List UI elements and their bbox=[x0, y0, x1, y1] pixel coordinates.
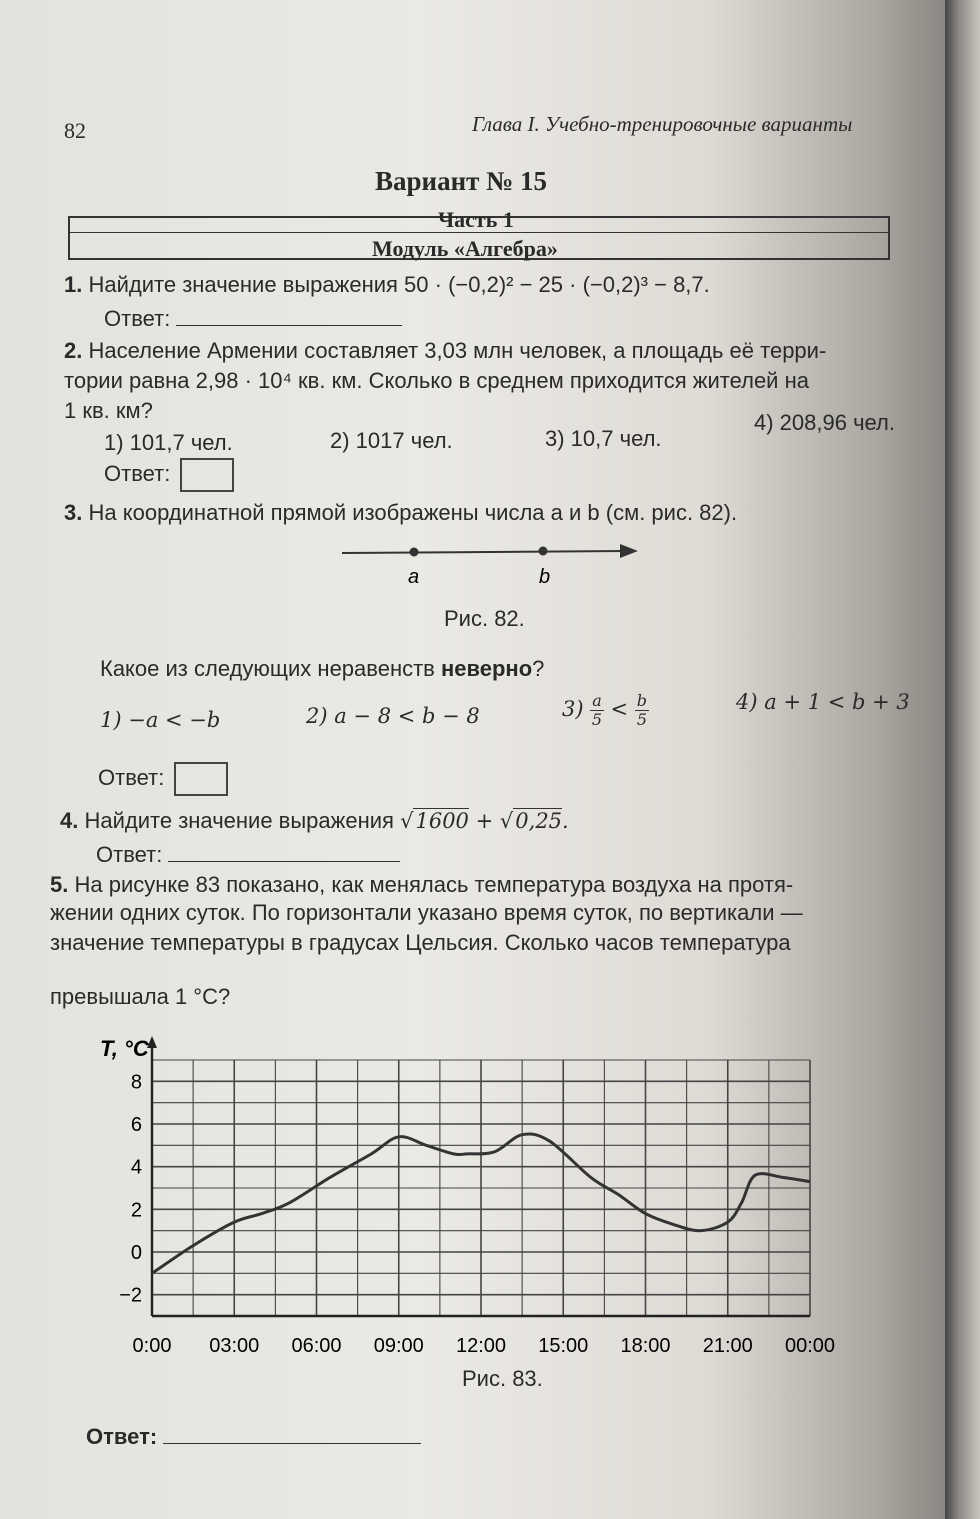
option-1: 1) 101,7 чел. bbox=[104, 430, 233, 455]
answer-label: Ответ: bbox=[86, 1424, 158, 1449]
question-3 bbox=[64, 500, 737, 526]
y-tick-label: −2 bbox=[119, 1284, 142, 1307]
temperature-chart bbox=[90, 1030, 850, 1390]
answer-label: Ответ: bbox=[96, 842, 163, 867]
question-number: 5. bbox=[50, 872, 69, 897]
option-4: 4) 208,96 чел. bbox=[754, 410, 895, 435]
answer-label: Ответ: bbox=[104, 460, 171, 486]
point-a-label: a bbox=[408, 566, 420, 588]
answer-label: Ответ: bbox=[98, 764, 165, 790]
answer-line[interactable] bbox=[168, 861, 400, 862]
numerator: b bbox=[636, 691, 648, 710]
answer-2 bbox=[104, 458, 234, 492]
page-number: 82 bbox=[64, 118, 86, 143]
denominator: 5 bbox=[591, 710, 603, 729]
x-tick-label: 12:00 bbox=[455, 1335, 507, 1357]
question-text-line: превышала 1 °C? bbox=[50, 984, 231, 1009]
point-a bbox=[410, 548, 419, 557]
less-than-sign: < bbox=[610, 697, 629, 721]
option-4: 4) a + 1 < b + 3 bbox=[736, 690, 910, 714]
question-3-prompt bbox=[100, 656, 544, 682]
question-number: 2. bbox=[64, 338, 83, 363]
question-text-line: жении одних суток. По горизонтали указано время суток, по вертикали — bbox=[50, 900, 803, 925]
question-text: Найдите значение выражения bbox=[84, 808, 394, 833]
next-page-edge bbox=[945, 0, 980, 1519]
question-text-line: значение температуры в градусах Цельсия. Сколько часов температура bbox=[50, 930, 791, 955]
x-tick-label: 15:00 bbox=[538, 1335, 589, 1357]
answer-4 bbox=[96, 842, 400, 868]
radicand-2: 0,25 bbox=[515, 809, 563, 833]
option-2: 2) a − 8 < b − 8 bbox=[306, 704, 480, 728]
fraction-a-5 bbox=[590, 692, 604, 729]
x-tick-label: 06:00 bbox=[291, 1335, 342, 1357]
answer-box[interactable] bbox=[174, 762, 228, 796]
question-number: 3. bbox=[64, 500, 83, 525]
arrow-head bbox=[620, 544, 638, 558]
answer-3 bbox=[98, 762, 228, 796]
question-2 bbox=[64, 338, 826, 364]
x-tick-label: 18:00 bbox=[620, 1335, 671, 1357]
question-text-line: Население Армении составляет 3,03 млн человек, а площадь её терри- bbox=[88, 338, 827, 363]
radicand-1: 1600 bbox=[415, 809, 469, 833]
number-line-figure bbox=[340, 535, 650, 595]
question-number: 4. bbox=[60, 808, 79, 833]
chapter-title: Глава I. Учебно-тренировочные варианты bbox=[472, 112, 853, 136]
prompt-end: ? bbox=[532, 656, 545, 681]
y-axis-label: T, °C bbox=[100, 1036, 149, 1061]
question-text-line: тории равна 2,98 · 10⁴ кв. км. Сколько в среднем приходится жителей на bbox=[64, 368, 809, 393]
question-text-line: 1 кв. км? bbox=[64, 398, 153, 423]
module-title: Модуль «Алгебра» bbox=[372, 236, 558, 261]
question-text-line: На рисунке 83 показано, как менялась температура воздуха на протя- bbox=[74, 872, 794, 897]
option-2: 2) 1017 чел. bbox=[330, 428, 453, 453]
y-tick-label: 4 bbox=[130, 1156, 142, 1179]
expression: √1600 + √0,25. bbox=[400, 809, 569, 833]
y-tick-label: 2 bbox=[130, 1199, 142, 1222]
period: . bbox=[562, 809, 569, 833]
answer-line[interactable] bbox=[176, 325, 402, 326]
x-tick-label: 00:00 bbox=[784, 1335, 836, 1357]
y-tick-label: 0 bbox=[130, 1242, 142, 1264]
option-3: 3) 10,7 чел. bbox=[545, 426, 662, 451]
y-tick-label: 8 bbox=[130, 1071, 142, 1094]
answer-line[interactable] bbox=[163, 1443, 421, 1444]
option-3 bbox=[562, 692, 649, 729]
option-number: 3) bbox=[562, 697, 584, 721]
question-5 bbox=[50, 872, 793, 898]
plus-sign: + bbox=[475, 809, 494, 833]
figure-83-caption: Рис. 83. bbox=[462, 1366, 543, 1391]
part-title: Часть 1 bbox=[438, 207, 514, 232]
x-tick-label: 09:00 bbox=[373, 1335, 424, 1357]
fraction-b-5 bbox=[635, 692, 649, 729]
prompt-text: Какое из следующих неравенств bbox=[100, 656, 441, 681]
answer-box[interactable] bbox=[180, 458, 234, 492]
point-b-label: b bbox=[539, 566, 551, 588]
figure-82-caption: Рис. 82. bbox=[444, 606, 525, 631]
question-text: Найдите значение выражения 50 · (−0,2)² − 25 · (−0,2)³ − 8,7. bbox=[88, 272, 710, 297]
x-tick-label: 03:00 bbox=[209, 1335, 260, 1357]
y-tick-label: 6 bbox=[130, 1114, 142, 1136]
point-b bbox=[539, 547, 548, 556]
question-1 bbox=[64, 272, 710, 298]
question-text: На координатной прямой изображены числа a и b (см. рис. 82). bbox=[88, 500, 738, 525]
numerator: a bbox=[592, 691, 602, 710]
answer-label: Ответ: bbox=[104, 306, 171, 331]
number-line bbox=[342, 551, 624, 553]
answer-1 bbox=[104, 306, 402, 332]
x-tick-label: 21:00 bbox=[702, 1335, 753, 1357]
variant-title: Вариант № 15 bbox=[375, 166, 548, 196]
x-tick-label: 0:00 bbox=[132, 1335, 172, 1357]
question-number: 1. bbox=[64, 272, 83, 297]
answer-5 bbox=[86, 1424, 421, 1450]
option-1: 1) −a < −b bbox=[100, 708, 221, 732]
prompt-bold: неверно bbox=[440, 656, 533, 681]
question-4 bbox=[60, 808, 569, 834]
denominator: 5 bbox=[636, 710, 647, 729]
